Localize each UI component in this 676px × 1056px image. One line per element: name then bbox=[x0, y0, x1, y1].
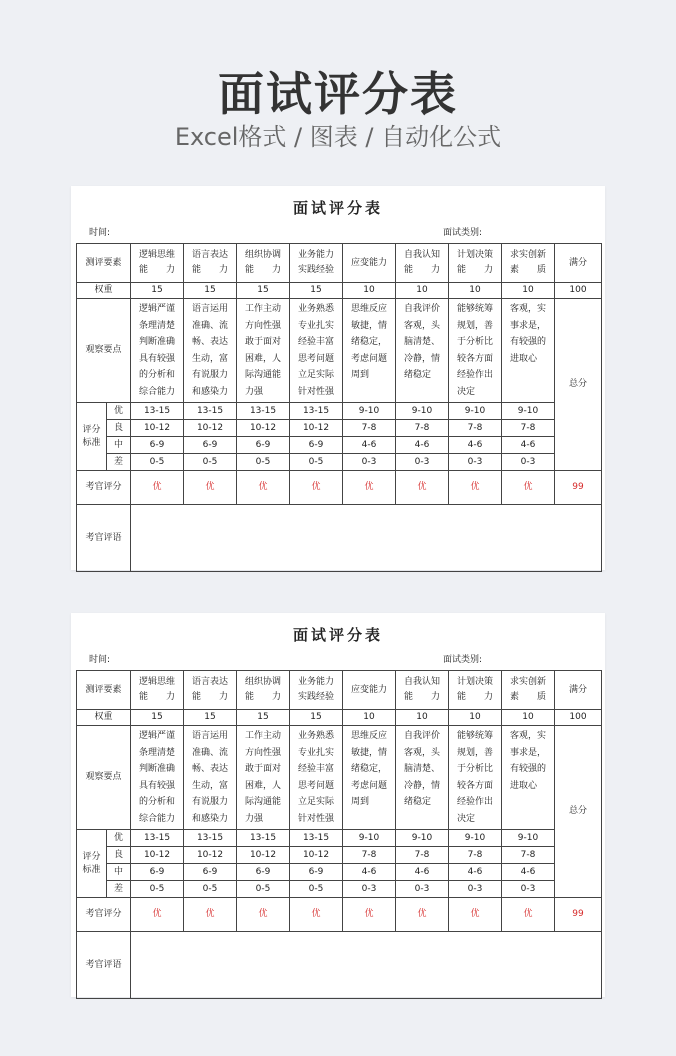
score-sheet-preview-1 bbox=[71, 186, 605, 570]
grade-range: 0-5 bbox=[131, 454, 184, 471]
criterion-cell bbox=[449, 244, 502, 283]
grade-row bbox=[77, 420, 602, 437]
standard-label bbox=[77, 830, 107, 898]
grade-range: 0-3 bbox=[396, 454, 449, 471]
observation-text: 自我评价客观，头脑清楚、冷静，情绪稳定 bbox=[396, 726, 449, 830]
criterion-suffix bbox=[396, 263, 448, 278]
score-table bbox=[76, 243, 602, 572]
page-title: 面试评分表 bbox=[218, 67, 458, 121]
criterion-cell bbox=[343, 244, 396, 283]
examiner-score-total: 99 bbox=[555, 471, 602, 505]
grade-row bbox=[77, 830, 602, 847]
grade-range: 6-9 bbox=[290, 864, 343, 881]
criterion-name: 组织协调 bbox=[245, 677, 282, 687]
observation-label: 观察要点 bbox=[77, 299, 131, 403]
grade-name: 优 bbox=[107, 403, 131, 420]
observation-text: 业务熟悉专业扎实经验丰富思考问题立足实际针对性强 bbox=[290, 726, 343, 830]
grade-range: 13-15 bbox=[290, 403, 343, 420]
grade-range: 10-12 bbox=[184, 847, 237, 864]
observation-text: 逻辑严谨条理清楚判断准确具有较强的分析和综合能力 bbox=[131, 299, 184, 403]
observation-text: 语言运用准确、流畅、表达生动，富有说服力和感染力 bbox=[184, 726, 237, 830]
grade-range: 4-6 bbox=[449, 437, 502, 454]
weight-value: 10 bbox=[449, 283, 502, 299]
total-score-label: 总分 bbox=[555, 299, 602, 471]
grade-range: 10-12 bbox=[131, 847, 184, 864]
grade-range: 10-12 bbox=[131, 420, 184, 437]
observation-row bbox=[77, 726, 602, 830]
grade-range: 9-10 bbox=[502, 403, 555, 420]
grade-row bbox=[77, 847, 602, 864]
grade-range: 0-5 bbox=[184, 881, 237, 898]
weight-value: 15 bbox=[290, 283, 343, 299]
grade-range: 0-3 bbox=[502, 454, 555, 471]
observation-text: 工作主动方向性强敢于面对困难，人际沟通能力强 bbox=[237, 299, 290, 403]
examiner-score-row bbox=[77, 471, 602, 505]
grade-range: 0-5 bbox=[237, 454, 290, 471]
grade-range: 9-10 bbox=[502, 830, 555, 847]
observation-text: 思维反应敏捷，情绪稳定，考虑问题周到 bbox=[343, 299, 396, 403]
grade-range: 0-3 bbox=[343, 881, 396, 898]
grade-range: 6-9 bbox=[131, 864, 184, 881]
criterion-suffix-a: 能 bbox=[457, 265, 467, 275]
grade-name: 差 bbox=[107, 454, 131, 471]
criterion-suffix-b: 力 bbox=[431, 692, 441, 702]
examiner-score-value: 优 bbox=[237, 898, 290, 932]
criterion-suffix bbox=[502, 690, 554, 705]
criterion-name: 逻辑思维 bbox=[139, 250, 176, 260]
criterion-suffix-b: 力 bbox=[272, 692, 282, 702]
full-score-label: 满分 bbox=[555, 244, 602, 283]
grade-range: 6-9 bbox=[184, 437, 237, 454]
grade-range: 4-6 bbox=[396, 864, 449, 881]
criterion-suffix bbox=[502, 263, 554, 278]
examiner-score-value: 优 bbox=[343, 471, 396, 505]
grade-range: 6-9 bbox=[184, 864, 237, 881]
grade-range: 6-9 bbox=[290, 437, 343, 454]
interview-type-label: 面试类别: bbox=[443, 228, 483, 238]
grade-name: 差 bbox=[107, 881, 131, 898]
grade-range: 0-3 bbox=[396, 881, 449, 898]
examiner-score-value: 优 bbox=[131, 898, 184, 932]
grade-range: 9-10 bbox=[343, 403, 396, 420]
criterion-suffix bbox=[449, 263, 501, 278]
weight-value: 10 bbox=[502, 283, 555, 299]
standard-label-line1: 评分 bbox=[82, 424, 101, 435]
grade-range: 0-3 bbox=[343, 454, 396, 471]
total-score-label: 总分 bbox=[555, 726, 602, 898]
grade-row bbox=[77, 454, 602, 471]
criterion-cell bbox=[131, 244, 184, 283]
full-score-label: 满分 bbox=[555, 671, 602, 710]
grade-name: 良 bbox=[107, 847, 131, 864]
observation-text: 客观，实事求是，有较强的进取心 bbox=[502, 726, 555, 830]
criterion-suffix-b: 质 bbox=[537, 692, 547, 702]
grade-row bbox=[77, 864, 602, 881]
observation-text: 业务熟悉专业扎实经验丰富思考问题立足实际针对性强 bbox=[290, 299, 343, 403]
grade-row bbox=[77, 403, 602, 420]
time-label: 时间: bbox=[89, 228, 111, 238]
grade-range: 7-8 bbox=[343, 847, 396, 864]
grade-range: 7-8 bbox=[343, 420, 396, 437]
grade-name: 中 bbox=[107, 437, 131, 454]
criteria-header-label: 测评要素 bbox=[77, 244, 131, 283]
grade-range: 0-3 bbox=[449, 881, 502, 898]
examiner-score-value: 优 bbox=[290, 471, 343, 505]
criterion-name: 逻辑思维 bbox=[139, 677, 176, 687]
observation-text: 逻辑严谨条理清楚判断准确具有较强的分析和综合能力 bbox=[131, 726, 184, 830]
standard-label-line2: 标准 bbox=[82, 437, 101, 448]
examiner-score-value: 优 bbox=[184, 898, 237, 932]
criterion-suffix-a: 素 bbox=[510, 265, 520, 275]
examiner-comment-field[interactable] bbox=[131, 505, 602, 572]
criterion-suffix-b: 力 bbox=[219, 265, 229, 275]
criterion-name: 求实创新 bbox=[510, 250, 547, 260]
criterion-name: 计划决策 bbox=[457, 250, 494, 260]
examiner-score-value: 优 bbox=[396, 898, 449, 932]
weight-total: 100 bbox=[555, 283, 602, 299]
weight-value: 10 bbox=[343, 283, 396, 299]
criterion-suffix bbox=[237, 263, 289, 278]
grade-range: 13-15 bbox=[131, 403, 184, 420]
criterion-name: 应变能力 bbox=[351, 684, 388, 695]
examiner-score-value: 优 bbox=[343, 898, 396, 932]
score-sheet-preview-2 bbox=[71, 613, 605, 997]
grade-range: 13-15 bbox=[237, 830, 290, 847]
criterion-cell bbox=[131, 671, 184, 710]
grade-range: 6-9 bbox=[237, 864, 290, 881]
criterion-suffix-b: 力 bbox=[219, 692, 229, 702]
grade-range: 9-10 bbox=[396, 403, 449, 420]
criterion-name: 业务能力 bbox=[298, 677, 335, 687]
grade-range: 10-12 bbox=[237, 420, 290, 437]
grade-range: 10-12 bbox=[237, 847, 290, 864]
grade-range: 13-15 bbox=[184, 830, 237, 847]
weight-value: 15 bbox=[184, 283, 237, 299]
observation-text: 思维反应敏捷，情绪稳定，考虑问题周到 bbox=[343, 726, 396, 830]
examiner-comment-row bbox=[77, 932, 602, 999]
examiner-score-total: 99 bbox=[555, 898, 602, 932]
weight-value: 10 bbox=[343, 710, 396, 726]
criterion-name: 语言表达 bbox=[192, 677, 229, 687]
grade-range: 13-15 bbox=[184, 403, 237, 420]
criterion-suffix-a: 能 bbox=[192, 692, 202, 702]
observation-text: 语言运用准确、流畅、表达生动，富有说服力和感染力 bbox=[184, 299, 237, 403]
weight-value: 10 bbox=[396, 283, 449, 299]
grade-range: 10-12 bbox=[290, 847, 343, 864]
criterion-cell bbox=[502, 244, 555, 283]
examiner-score-label: 考官评分 bbox=[77, 471, 131, 505]
criterion-cell bbox=[237, 671, 290, 710]
grade-range: 4-6 bbox=[502, 437, 555, 454]
criterion-suffix-a: 素 bbox=[510, 692, 520, 702]
examiner-score-value: 优 bbox=[396, 471, 449, 505]
criterion-subtitle: 实践经验 bbox=[298, 692, 335, 702]
criterion-name: 计划决策 bbox=[457, 677, 494, 687]
examiner-score-value: 优 bbox=[290, 898, 343, 932]
examiner-score-value: 优 bbox=[449, 471, 502, 505]
grade-range: 4-6 bbox=[502, 864, 555, 881]
examiner-comment-field[interactable] bbox=[131, 932, 602, 999]
criterion-suffix-b: 力 bbox=[484, 692, 494, 702]
criterion-cell bbox=[184, 671, 237, 710]
examiner-comment-row bbox=[77, 505, 602, 572]
weight-label: 权重 bbox=[77, 710, 131, 726]
grade-row bbox=[77, 881, 602, 898]
criterion-name: 求实创新 bbox=[510, 677, 547, 687]
criterion-name: 语言表达 bbox=[192, 250, 229, 260]
grade-range: 6-9 bbox=[131, 437, 184, 454]
criterion-suffix-a: 能 bbox=[139, 265, 149, 275]
grade-range: 7-8 bbox=[502, 847, 555, 864]
observation-text: 客观，实事求是，有较强的进取心 bbox=[502, 299, 555, 403]
grade-range: 9-10 bbox=[396, 830, 449, 847]
grade-range: 13-15 bbox=[131, 830, 184, 847]
observation-text: 能够统筹规划，善于分析比较各方面经验作出决定 bbox=[449, 726, 502, 830]
grade-range: 7-8 bbox=[449, 420, 502, 437]
criterion-suffix-a: 能 bbox=[245, 692, 255, 702]
examiner-score-label: 考官评分 bbox=[77, 898, 131, 932]
grade-range: 4-6 bbox=[343, 864, 396, 881]
examiner-score-value: 优 bbox=[449, 898, 502, 932]
examiner-score-row bbox=[77, 898, 602, 932]
grade-range: 0-5 bbox=[237, 881, 290, 898]
weight-value: 10 bbox=[396, 710, 449, 726]
criterion-suffix bbox=[131, 690, 183, 705]
grade-range: 6-9 bbox=[237, 437, 290, 454]
interview-type-label: 面试类别: bbox=[443, 655, 483, 665]
observation-row bbox=[77, 299, 602, 403]
weight-value: 15 bbox=[290, 710, 343, 726]
grade-range: 7-8 bbox=[396, 420, 449, 437]
standard-label-line2: 标准 bbox=[82, 864, 101, 875]
grade-range: 0-3 bbox=[449, 454, 502, 471]
examiner-score-value: 优 bbox=[237, 471, 290, 505]
examiner-comment-label: 考官评语 bbox=[77, 505, 131, 572]
examiner-score-value: 优 bbox=[131, 471, 184, 505]
weight-row bbox=[77, 283, 602, 299]
grade-name: 中 bbox=[107, 864, 131, 881]
criterion-suffix-a: 能 bbox=[457, 692, 467, 702]
grade-range: 13-15 bbox=[290, 830, 343, 847]
page-subtitle: Excel格式 / 图表 / 自动化公式 bbox=[174, 123, 502, 151]
criterion-cell bbox=[396, 671, 449, 710]
criterion-suffix bbox=[449, 690, 501, 705]
criterion-subtitle: 实践经验 bbox=[298, 265, 335, 275]
criterion-name: 自我认知 bbox=[404, 677, 441, 687]
examiner-comment-label: 考官评语 bbox=[77, 932, 131, 999]
time-label: 时间: bbox=[89, 655, 111, 665]
criterion-cell bbox=[396, 244, 449, 283]
standard-label bbox=[77, 403, 107, 471]
criterion-suffix bbox=[184, 690, 236, 705]
weight-value: 10 bbox=[449, 710, 502, 726]
weight-value: 15 bbox=[237, 710, 290, 726]
criterion-cell bbox=[290, 244, 343, 283]
criteria-header-label: 测评要素 bbox=[77, 671, 131, 710]
weight-value: 15 bbox=[131, 710, 184, 726]
standard-label-line1: 评分 bbox=[82, 851, 101, 862]
grade-range: 0-5 bbox=[290, 881, 343, 898]
grade-name: 优 bbox=[107, 830, 131, 847]
weight-value: 15 bbox=[184, 710, 237, 726]
criterion-suffix-a: 能 bbox=[245, 265, 255, 275]
sheet-title: 面试评分表 bbox=[292, 199, 383, 217]
observation-text: 工作主动方向性强敢于面对困难，人际沟通能力强 bbox=[237, 726, 290, 830]
criterion-cell bbox=[184, 244, 237, 283]
criteria-header-row bbox=[77, 244, 602, 283]
criterion-name: 组织协调 bbox=[245, 250, 282, 260]
grade-range: 10-12 bbox=[290, 420, 343, 437]
grade-range: 9-10 bbox=[449, 403, 502, 420]
grade-range: 0-5 bbox=[131, 881, 184, 898]
score-table bbox=[76, 670, 602, 999]
criteria-header-row bbox=[77, 671, 602, 710]
criterion-cell bbox=[502, 671, 555, 710]
criterion-suffix-a: 能 bbox=[404, 265, 414, 275]
examiner-score-value: 优 bbox=[502, 471, 555, 505]
criterion-suffix-a: 能 bbox=[192, 265, 202, 275]
criterion-cell bbox=[237, 244, 290, 283]
sheet-title: 面试评分表 bbox=[292, 626, 383, 644]
grade-range: 9-10 bbox=[449, 830, 502, 847]
grade-name: 良 bbox=[107, 420, 131, 437]
criterion-suffix-b: 质 bbox=[537, 265, 547, 275]
examiner-score-value: 优 bbox=[184, 471, 237, 505]
criterion-name: 业务能力 bbox=[298, 250, 335, 260]
criterion-suffix-a: 能 bbox=[404, 692, 414, 702]
grade-range: 13-15 bbox=[237, 403, 290, 420]
criterion-suffix-b: 力 bbox=[484, 265, 494, 275]
observation-text: 自我评价客观，头脑清楚、冷静，情绪稳定 bbox=[396, 299, 449, 403]
criterion-cell bbox=[290, 671, 343, 710]
weight-value: 15 bbox=[131, 283, 184, 299]
weight-total: 100 bbox=[555, 710, 602, 726]
criterion-suffix bbox=[396, 690, 448, 705]
criterion-cell bbox=[449, 671, 502, 710]
observation-text: 能够统筹规划，善于分析比较各方面经验作出决定 bbox=[449, 299, 502, 403]
grade-range: 0-5 bbox=[290, 454, 343, 471]
criterion-suffix-b: 力 bbox=[272, 265, 282, 275]
grade-range: 4-6 bbox=[396, 437, 449, 454]
observation-label: 观察要点 bbox=[77, 726, 131, 830]
grade-range: 7-8 bbox=[449, 847, 502, 864]
weight-label: 权重 bbox=[77, 283, 131, 299]
grade-range: 4-6 bbox=[343, 437, 396, 454]
criterion-suffix-b: 力 bbox=[166, 265, 176, 275]
weight-value: 10 bbox=[502, 710, 555, 726]
grade-row bbox=[77, 437, 602, 454]
criterion-suffix bbox=[131, 263, 183, 278]
examiner-score-value: 优 bbox=[502, 898, 555, 932]
criterion-suffix-b: 力 bbox=[166, 692, 176, 702]
weight-row bbox=[77, 710, 602, 726]
grade-range: 9-10 bbox=[343, 830, 396, 847]
grade-range: 7-8 bbox=[502, 420, 555, 437]
criterion-name: 自我认知 bbox=[404, 250, 441, 260]
criterion-suffix-a: 能 bbox=[139, 692, 149, 702]
weight-value: 15 bbox=[237, 283, 290, 299]
criterion-cell bbox=[343, 671, 396, 710]
grade-range: 10-12 bbox=[184, 420, 237, 437]
criterion-name: 应变能力 bbox=[351, 257, 388, 268]
grade-range: 4-6 bbox=[449, 864, 502, 881]
criterion-suffix bbox=[237, 690, 289, 705]
grade-range: 0-5 bbox=[184, 454, 237, 471]
grade-range: 7-8 bbox=[396, 847, 449, 864]
grade-range: 0-3 bbox=[502, 881, 555, 898]
criterion-suffix-b: 力 bbox=[431, 265, 441, 275]
criterion-suffix bbox=[184, 263, 236, 278]
